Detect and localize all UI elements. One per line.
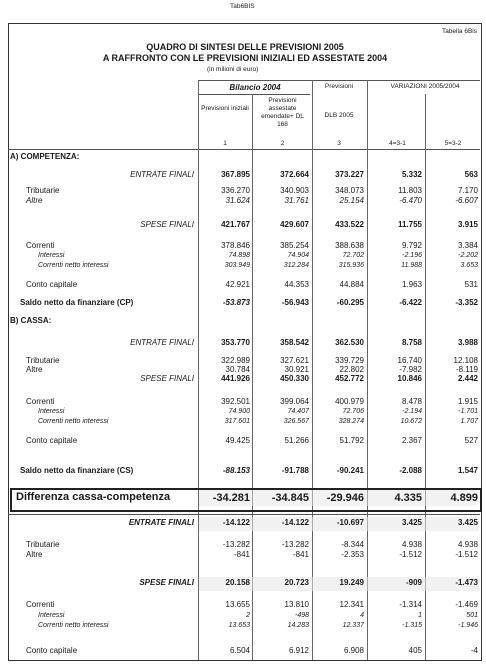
cell-col-2: -14.122 bbox=[281, 518, 309, 527]
header-bilancio: Bilancio 2004 bbox=[229, 83, 281, 92]
cell-col-1: -841 bbox=[233, 550, 250, 559]
cell-col-1: 353.770 bbox=[221, 338, 250, 347]
cell-col-1: 378.846 bbox=[221, 241, 250, 250]
cell-col-4: 405 bbox=[408, 646, 422, 655]
cell-col-1: 74.900 bbox=[228, 408, 250, 415]
row-label: Altre bbox=[26, 365, 43, 374]
cell-col-1: -88.153 bbox=[222, 466, 250, 475]
cell-col-3: 72.706 bbox=[342, 408, 364, 415]
cell-col-4: 1.963 bbox=[401, 280, 422, 289]
cell-col-3: -8.344 bbox=[341, 540, 364, 549]
cell-col-2: 340.903 bbox=[280, 186, 309, 195]
cell-col-3: 373.227 bbox=[335, 170, 364, 179]
cell-col-3: 328.274 bbox=[338, 418, 364, 425]
cell-col-5: -1.469 bbox=[455, 600, 478, 609]
cell-col-5: 7.170 bbox=[457, 186, 478, 195]
cell-col-3: 315.936 bbox=[338, 262, 364, 269]
col-number-2: 2 bbox=[280, 140, 285, 147]
row-label: Interessi bbox=[38, 252, 65, 259]
cell-col-3: 22.802 bbox=[339, 365, 364, 374]
cell-col-3: 433.522 bbox=[335, 220, 364, 229]
cell-col-4: -2.088 bbox=[399, 466, 422, 475]
cell-col-4: 8.758 bbox=[401, 338, 422, 347]
cell-col-5: -2.202 bbox=[458, 252, 478, 259]
cell-col-1: 421.767 bbox=[221, 220, 250, 229]
cell-col-2: 74.904 bbox=[287, 252, 309, 259]
cell-col-4: 3.425 bbox=[401, 518, 422, 527]
cell-col-5: -3.352 bbox=[455, 298, 478, 307]
row-label: SPESE FINALI bbox=[140, 374, 194, 383]
cell-col-5: -1.701 bbox=[458, 408, 478, 415]
row-label: Correnti bbox=[26, 600, 55, 609]
cell-col-5: -1.473 bbox=[455, 578, 478, 587]
cell-col-2: 20.723 bbox=[284, 578, 309, 587]
cell-col-4: 4.335 bbox=[394, 492, 422, 504]
cell-col-4: 5.332 bbox=[401, 170, 422, 179]
cell-col-2: 13.810 bbox=[284, 600, 309, 609]
cell-col-2: 51.266 bbox=[284, 436, 309, 445]
cell-col-3: -60.295 bbox=[336, 298, 364, 307]
cell-col-1: 317.601 bbox=[224, 418, 250, 425]
cell-col-4: 4.938 bbox=[401, 540, 422, 549]
cell-col-4: -6.422 bbox=[399, 298, 422, 307]
cell-col-4: -2.196 bbox=[402, 252, 422, 259]
cell-col-1: 6.504 bbox=[229, 646, 250, 655]
cell-col-1: 30.784 bbox=[225, 365, 250, 374]
cell-col-2: -34.845 bbox=[271, 492, 309, 504]
cell-col-4: 10.846 bbox=[397, 374, 422, 383]
cell-col-3: 12.341 bbox=[339, 600, 364, 609]
cell-col-2: 30.921 bbox=[284, 365, 309, 374]
row-label: SPESE FINALI bbox=[139, 578, 194, 587]
cell-col-3: 400.979 bbox=[335, 397, 364, 406]
cell-col-3: 12.337 bbox=[342, 622, 364, 629]
cell-col-3: 6.908 bbox=[343, 646, 364, 655]
row-label: Differenza cassa-competenza bbox=[16, 491, 171, 503]
row-label: B) CASSA: bbox=[10, 316, 52, 325]
cell-col-4: 11.755 bbox=[397, 220, 422, 229]
header-col2: Previsioni assestate emendate+ DL 168 bbox=[261, 97, 304, 128]
row-label: ENTRATE FINALI bbox=[130, 338, 194, 347]
cell-col-5: -1.512 bbox=[455, 550, 478, 559]
cell-col-5: -1.946 bbox=[458, 622, 478, 629]
col-number-3: 3 bbox=[337, 140, 341, 147]
cell-col-4: 11.988 bbox=[401, 262, 422, 269]
cell-col-5: 2.442 bbox=[457, 374, 478, 383]
cell-col-4: -2.194 bbox=[402, 408, 422, 415]
row-label: Saldo netto da finanziare (CS) bbox=[20, 466, 134, 475]
cell-col-5: -4 bbox=[470, 646, 478, 655]
cell-col-2: 44.353 bbox=[284, 280, 309, 289]
units-subtitle: (in milioni di euro) bbox=[207, 66, 259, 73]
cell-col-5: 501 bbox=[466, 612, 478, 619]
header-col3: DLB 2005 bbox=[324, 112, 354, 119]
row-label: Altre bbox=[26, 550, 43, 559]
row-label: Interessi bbox=[38, 408, 65, 415]
cell-col-5: 4.899 bbox=[450, 492, 478, 504]
row-label: Conto capitale bbox=[26, 436, 78, 445]
cell-col-5: 563 bbox=[464, 170, 478, 179]
cell-col-5: 1.915 bbox=[457, 397, 478, 406]
cell-col-2: 6.912 bbox=[288, 646, 309, 655]
cell-col-1: 42.921 bbox=[225, 280, 250, 289]
cell-col-2: 429.607 bbox=[280, 220, 309, 229]
cell-col-4: -909 bbox=[405, 578, 422, 587]
cell-col-1: -34.281 bbox=[212, 492, 250, 504]
cell-col-5: 3.653 bbox=[460, 262, 478, 269]
cell-col-2: 358.542 bbox=[280, 338, 309, 347]
row-label: Tributarie bbox=[26, 186, 60, 195]
cell-col-4: -7.982 bbox=[399, 365, 422, 374]
cell-col-2: 74.407 bbox=[287, 408, 309, 415]
cell-col-2: 450.330 bbox=[280, 374, 309, 383]
cell-col-2: 327.621 bbox=[280, 356, 309, 365]
cell-col-4: 10.672 bbox=[400, 418, 422, 425]
cell-col-1: 303.949 bbox=[224, 262, 250, 269]
cell-col-5: 1.707 bbox=[460, 418, 478, 425]
col-number-1: 1 bbox=[223, 140, 227, 147]
cell-col-5: 3.425 bbox=[457, 518, 478, 527]
row-label: Conto capitale bbox=[26, 280, 78, 289]
cell-col-1: -53.873 bbox=[222, 298, 250, 307]
cell-col-3: 25.154 bbox=[339, 196, 364, 205]
cell-col-3: 19.249 bbox=[339, 578, 364, 587]
cell-col-1: 13.655 bbox=[225, 600, 250, 609]
cell-col-2: 14.283 bbox=[287, 622, 309, 629]
row-label: Tributarie bbox=[26, 356, 60, 365]
cell-col-5: -8.119 bbox=[455, 365, 478, 374]
cell-col-2: 385.254 bbox=[280, 241, 309, 250]
cell-col-3: 72.702 bbox=[342, 252, 364, 259]
header-col1: Previsioni iniziali bbox=[201, 105, 249, 112]
cell-col-3: 44.884 bbox=[339, 280, 364, 289]
cell-col-5: 4.938 bbox=[457, 540, 478, 549]
tabella-label: Tabella 6Bis bbox=[441, 28, 477, 35]
cell-col-3: 452.772 bbox=[335, 374, 364, 383]
cell-col-4: -6.470 bbox=[399, 196, 422, 205]
cell-col-4: -1.315 bbox=[402, 622, 422, 629]
cell-col-2: -56.943 bbox=[281, 298, 309, 307]
file-title: Tab6BIS bbox=[230, 3, 255, 10]
cell-col-2: 31.761 bbox=[284, 196, 309, 205]
cell-col-1: 74.898 bbox=[228, 252, 250, 259]
cell-col-3: 388.638 bbox=[335, 241, 364, 250]
row-label: Altre bbox=[26, 196, 43, 205]
cell-col-2: -841 bbox=[292, 550, 309, 559]
page-title-line-1: QUADRO DI SINTESI DELLE PREVISIONI 2005 bbox=[146, 42, 344, 52]
header-previsioni: Previsioni bbox=[324, 83, 354, 90]
cell-col-2: 399.064 bbox=[280, 397, 309, 406]
cell-col-5: 12.108 bbox=[453, 356, 478, 365]
cell-col-1: 20.158 bbox=[225, 578, 250, 587]
row-label: Correnti netto interessi bbox=[38, 622, 109, 629]
cell-col-5: -6.607 bbox=[455, 196, 478, 205]
cell-col-3: 348.073 bbox=[335, 186, 364, 195]
cell-col-1: 31.624 bbox=[225, 196, 250, 205]
cell-col-1: 13.653 bbox=[228, 622, 250, 629]
cell-col-3: -10.697 bbox=[336, 518, 364, 527]
cell-col-3: 51.792 bbox=[339, 436, 364, 445]
cell-col-3: -29.946 bbox=[326, 492, 364, 504]
row-label: Correnti bbox=[26, 397, 55, 406]
row-label: ENTRATE FINALI bbox=[128, 518, 194, 527]
cell-col-4: -1.512 bbox=[399, 550, 422, 559]
row-label: Interessi bbox=[38, 612, 65, 619]
cell-col-5: 531 bbox=[464, 280, 478, 289]
cell-col-1: 336.270 bbox=[221, 186, 250, 195]
cell-col-1: -13.282 bbox=[222, 540, 250, 549]
cell-col-1: 441.926 bbox=[221, 374, 250, 383]
col-number-5: 5=3-2 bbox=[444, 140, 462, 147]
row-label: Correnti netto interessi bbox=[38, 262, 109, 269]
cell-col-5: 3.915 bbox=[457, 220, 478, 229]
row-label: ENTRATE FINALI bbox=[130, 170, 194, 179]
cell-col-1: 49.425 bbox=[225, 436, 250, 445]
cell-col-4: 1 bbox=[418, 612, 422, 619]
cell-col-5: 1.547 bbox=[457, 466, 478, 475]
cell-col-2: -13.282 bbox=[281, 540, 309, 549]
cell-col-1: 367.895 bbox=[221, 170, 250, 179]
cell-col-4: 9.792 bbox=[401, 241, 422, 250]
cell-col-4: 16.740 bbox=[397, 356, 422, 365]
cell-col-2: -498 bbox=[294, 612, 309, 619]
cell-col-4: 8.478 bbox=[401, 397, 422, 406]
cell-col-2: 312.284 bbox=[283, 262, 309, 269]
cell-col-5: 3.988 bbox=[457, 338, 478, 347]
cell-col-5: 3.384 bbox=[457, 241, 478, 250]
cell-col-4: -1.314 bbox=[399, 600, 422, 609]
row-label: SPESE FINALI bbox=[140, 220, 194, 229]
cell-col-3: -2.353 bbox=[341, 550, 364, 559]
cell-col-4: 11.803 bbox=[398, 186, 422, 195]
cell-col-3: 339.729 bbox=[335, 356, 364, 365]
cell-col-3: -90.241 bbox=[336, 466, 364, 475]
cell-col-3: 362.530 bbox=[335, 338, 364, 347]
cell-col-5: 527 bbox=[464, 436, 478, 445]
row-label: Conto capitale bbox=[26, 646, 78, 655]
cell-col-1: 2 bbox=[246, 612, 250, 619]
header-variazioni: VARIAZIONI 2005/2004 bbox=[390, 83, 460, 90]
cell-col-2: 372.664 bbox=[280, 170, 309, 179]
row-label: Saldo netto da finanziare (CP) bbox=[20, 298, 134, 307]
cell-col-2: -91.788 bbox=[281, 466, 309, 475]
cell-col-1: -14.122 bbox=[222, 518, 250, 527]
row-label: Correnti bbox=[26, 241, 55, 250]
row-label: A) COMPETENZA: bbox=[10, 152, 80, 161]
cell-col-1: 322.989 bbox=[221, 356, 250, 365]
row-label: Correnti netto interessi bbox=[38, 418, 109, 425]
cell-col-1: 392.501 bbox=[221, 397, 250, 406]
row-label: Tributarie bbox=[26, 540, 60, 549]
cell-col-3: 4 bbox=[360, 612, 364, 619]
page-title-line-2: A RAFFRONTO CON LE PREVISIONI INIZIALI ED ASSESTATE 2004 bbox=[102, 53, 388, 63]
cell-col-4: 2.367 bbox=[401, 436, 422, 445]
col-number-4: 4=3-1 bbox=[389, 140, 406, 147]
cell-col-2: 326.567 bbox=[283, 418, 309, 425]
